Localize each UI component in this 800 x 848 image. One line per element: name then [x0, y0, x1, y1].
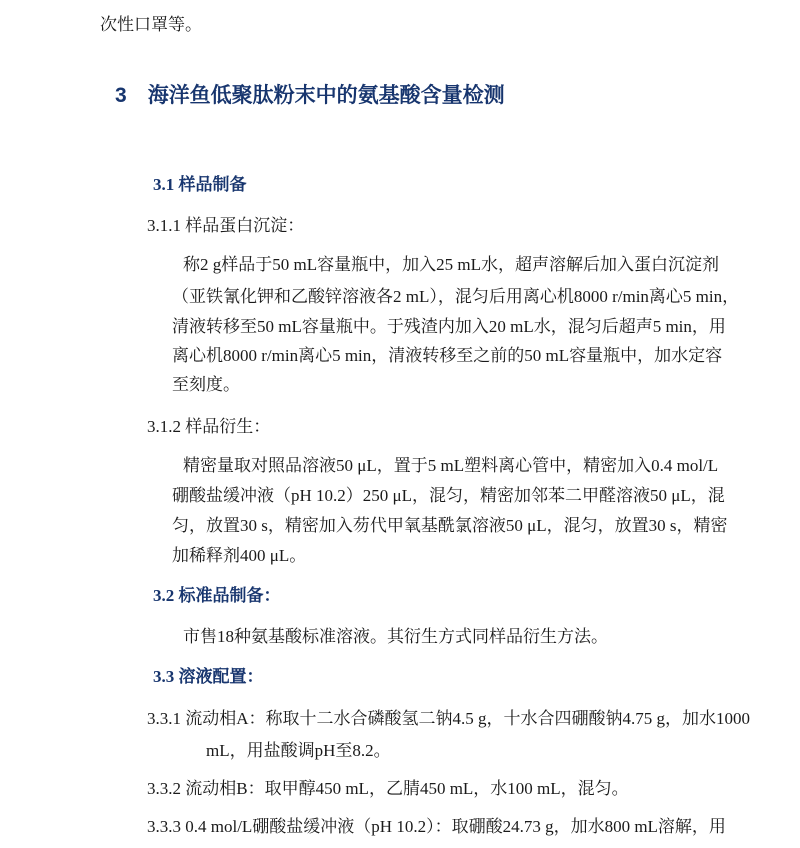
- paragraph-line: 加稀释剂400 μL。: [172, 546, 307, 565]
- paragraph-line: 市售18种氨基酸标准溶液。其衍生方式同样品衍生方法。: [183, 627, 608, 646]
- paragraph-line: mL，用盐酸调pH至8.2。: [206, 741, 391, 760]
- paragraph-line: 称2 g样品于50 mL容量瓶中，加入25 mL水，超声溶解后加入蛋白沉淀剂: [183, 255, 719, 274]
- paragraph-line: 硼酸盐缓冲液（pH 10.2）250 μL，混匀，精密加邻苯二甲醛溶液50 μL，混: [172, 486, 725, 505]
- section-3-3-heading: 3.3 溶液配置：: [153, 667, 264, 686]
- section-3-1-1-heading: 3.1.1 样品蛋白沉淀：: [147, 216, 305, 235]
- section-3-1-2-heading: 3.1.2 样品衍生：: [147, 417, 271, 436]
- chapter-title: 海洋鱼低聚肽粉末中的氨基酸含量检测: [147, 84, 505, 107]
- paragraph-line: 离心机8000 r/min离心5 min，清液转移至之前的50 mL容量瓶中，加水定容: [172, 346, 723, 365]
- paragraph-line: 3.3.3 0.4 mol/L硼酸盐缓冲液（pH 10.2）：取硼酸24.73 g，加水800 mL溶解，用: [147, 817, 726, 836]
- paragraph-line: 精密量取对照品溶液50 μL，置于5 mL塑料离心管中，精密加入0.4 mol/L: [183, 456, 719, 475]
- section-3-1-heading: 3.1 样品制备: [153, 175, 247, 194]
- section-3-2-heading: 3.2 标准品制备：: [153, 586, 281, 605]
- chapter-heading: [115, 83, 505, 109]
- paragraph-line: 至刻度。: [172, 375, 240, 394]
- paragraph-line: 3.3.2 流动相B：取甲醇450 mL，乙腈450 mL，水100 mL，混匀。: [147, 779, 629, 798]
- paragraph-line: 匀，放置30 s，精密加入芴代甲氧基酰氯溶液50 μL，混匀，放置30 s，精密: [172, 516, 728, 535]
- intro-fragment-text: 次性口罩等。: [100, 15, 202, 34]
- chapter-number: 3: [115, 84, 127, 107]
- paragraph-line: （亚铁氰化钾和乙酸锌溶液各2 mL），混匀后用离心机8000 r/min离心5 min，: [172, 287, 740, 306]
- paragraph-line: 清液转移至50 mL容量瓶中。于残渣内加入20 mL水，混匀后超声5 min，用: [172, 317, 726, 336]
- paragraph-line: 3.3.1 流动相A：称取十二水合磷酸氢二钠4.5 g，十水合四硼酸钠4.75 g，加水1000: [147, 709, 751, 728]
